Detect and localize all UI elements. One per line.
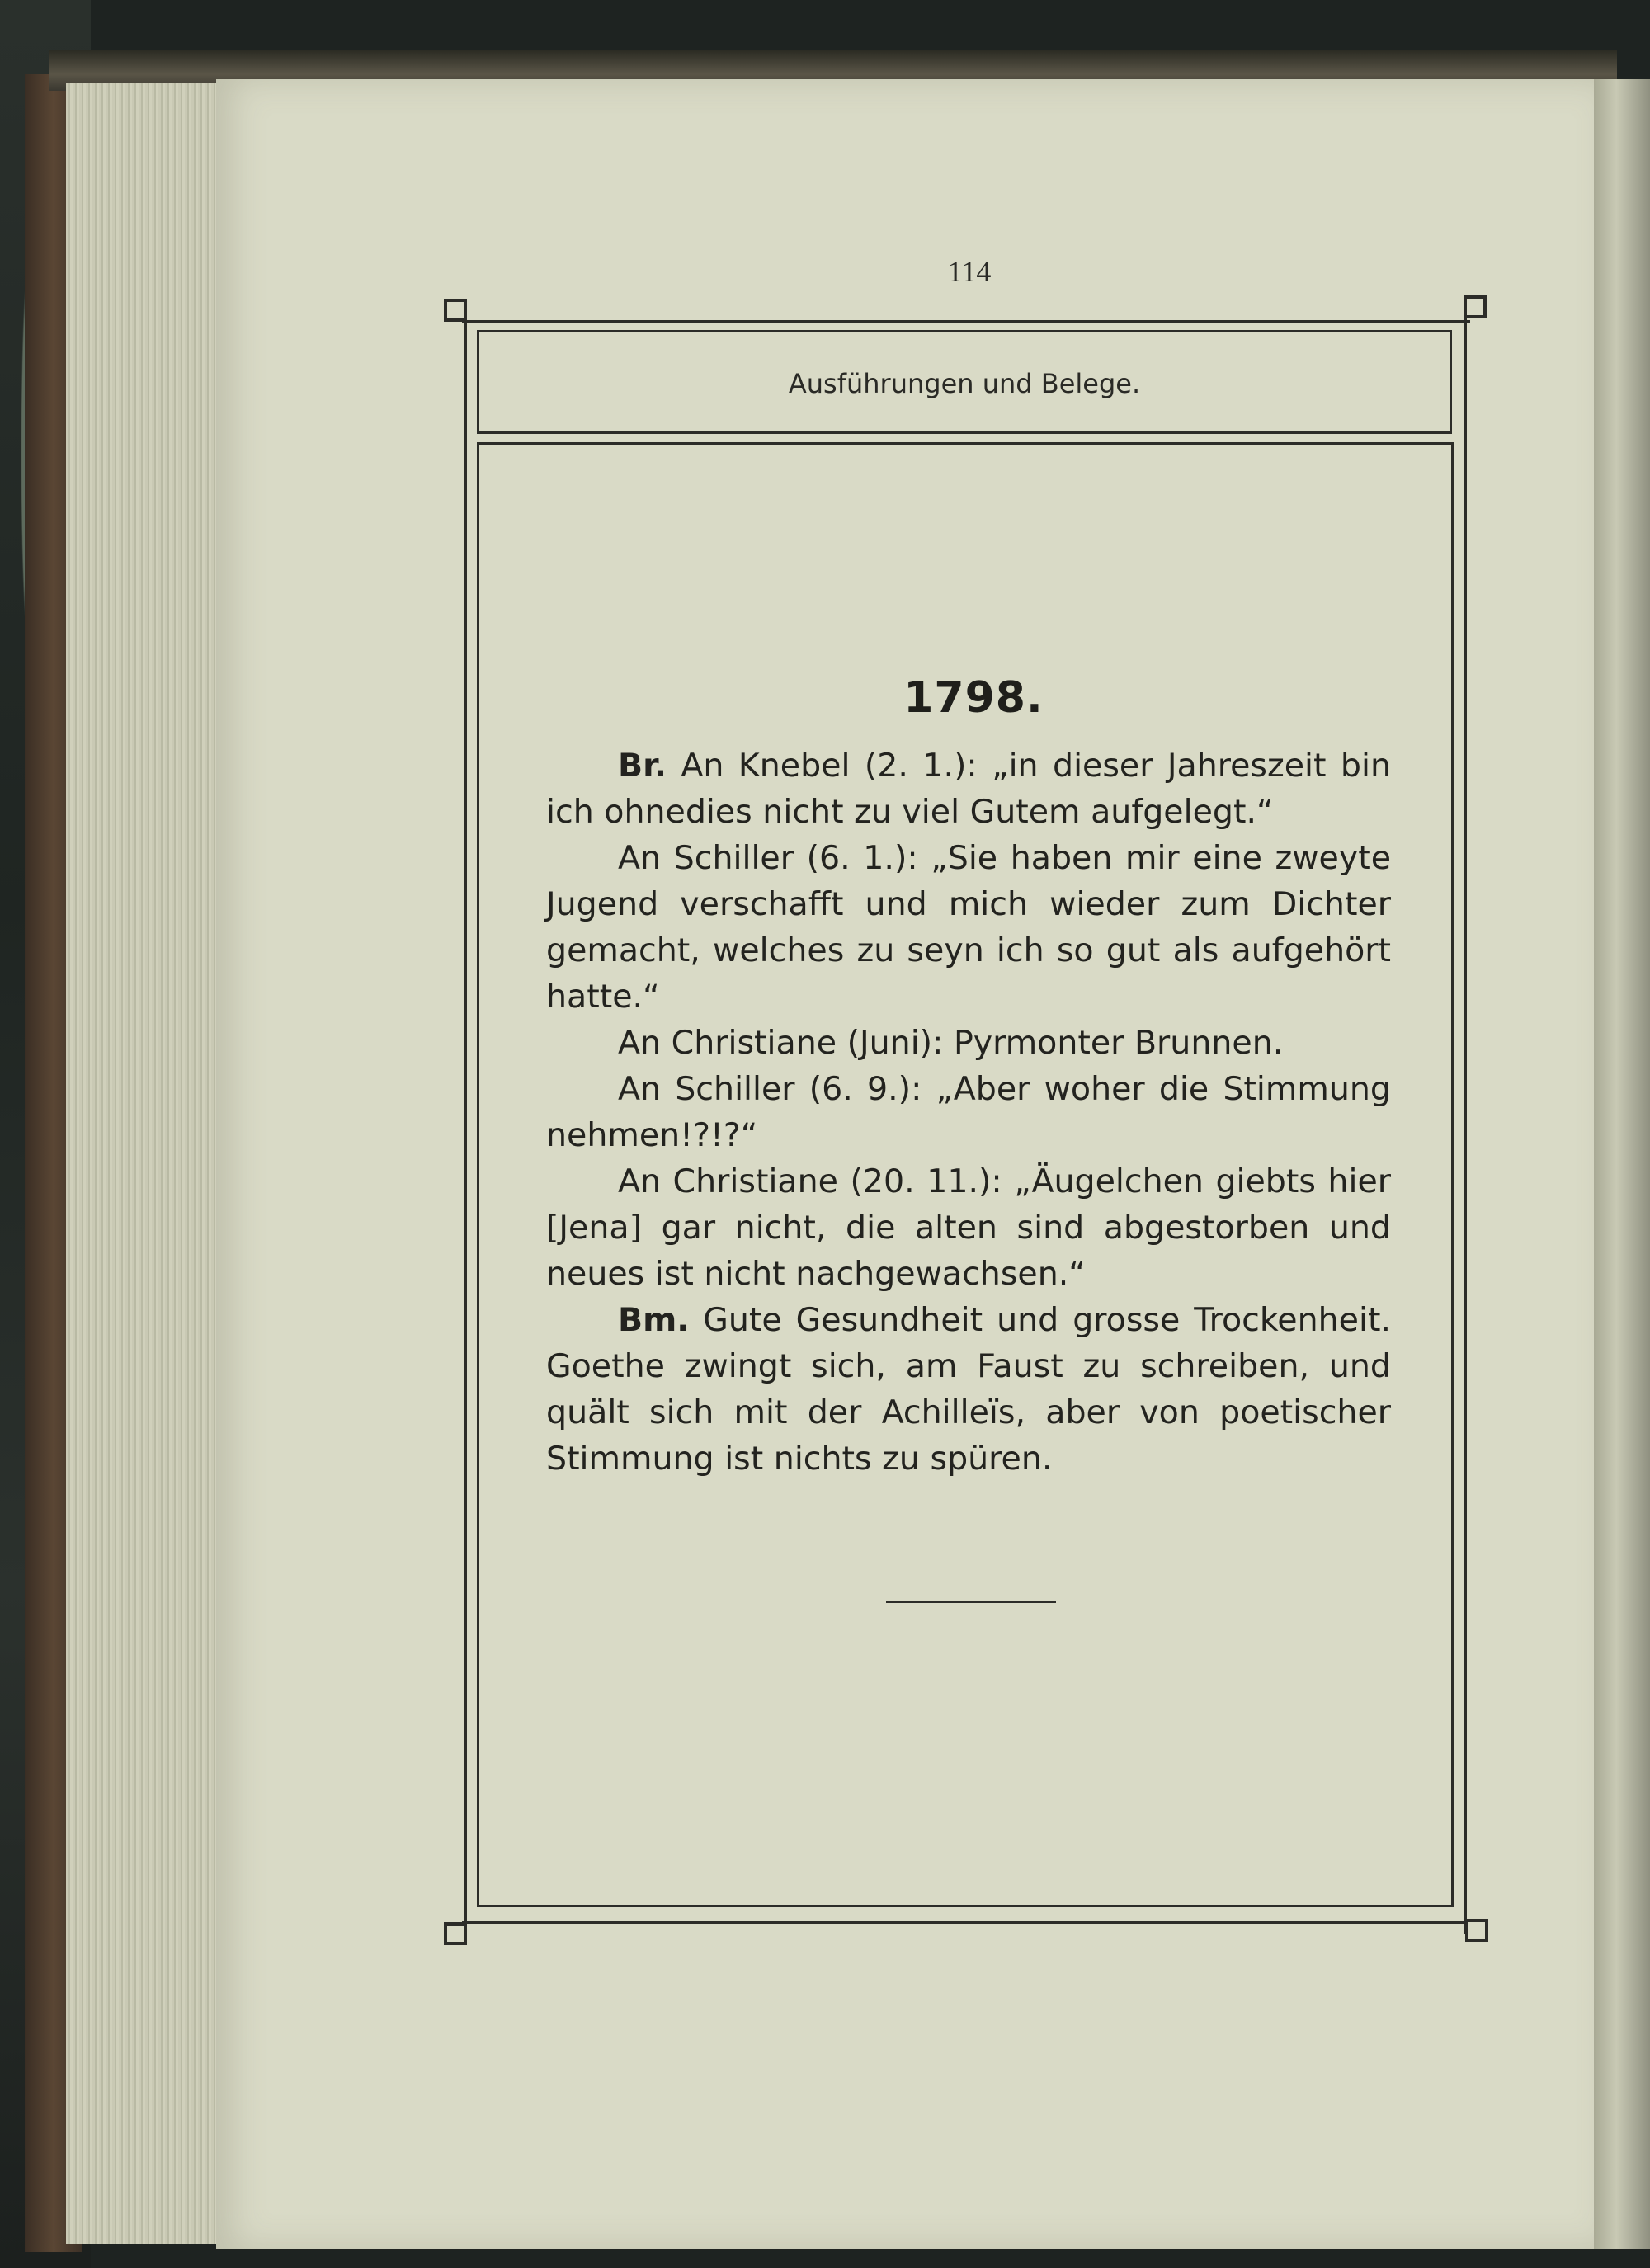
entry-paragraph <box>546 743 1391 835</box>
section-divider <box>886 1601 1056 1603</box>
facing-page-edge <box>1594 79 1650 2249</box>
entry-paragraph <box>546 835 1391 1020</box>
entry-text: An Christiane (Juni): Pyrmonter Brunnen. <box>618 1024 1284 1062</box>
entry-text: An Christiane (20. 11.): „Äugelchen giebts hier [Jena] gar nicht, die alten sind abgestorben und neues ist nicht nachgewachsen.“ <box>546 1162 1391 1293</box>
entry-text: An Schiller (6. 1.): „Sie haben mir eine zweyte Jugend verschafft und mich wieder zum Dichter gemacht, welches zu seyn ich so gut als aufgehört hatte.“ <box>546 839 1391 1016</box>
frame-right-line <box>1464 310 1467 1934</box>
entry-paragraph <box>546 1158 1391 1297</box>
frame-bottom-line <box>462 1921 1470 1924</box>
entry-text: An Schiller (6. 9.): „Aber woher die Stimmung nehmen!?!?“ <box>546 1070 1391 1154</box>
section-year: 1798. <box>903 673 1044 723</box>
frame-corner-bottom-left <box>444 1922 467 1945</box>
entry-lead: Bm. <box>618 1301 690 1339</box>
entry-lead: Br. <box>618 747 667 785</box>
frame-corner-top-left <box>444 299 467 322</box>
body-text <box>546 743 1391 1482</box>
page-block-edges <box>66 83 231 2244</box>
frame-corner-bottom-right <box>1465 1919 1488 1942</box>
running-header: Ausführungen und Belege. <box>788 368 1141 399</box>
entry-text: Gute Gesundheit und grosse Trockenheit. Goethe zwingt sich, am Faust zu schreiben, und quält sich mit der Achilleïs, aber von poetischer Stimmung ist nichts zu spüren. <box>546 1301 1391 1478</box>
entry-paragraph <box>546 1297 1391 1482</box>
entry-text: An Knebel (2. 1.): „in dieser Jahreszeit bin ich ohnedies nicht zu viel Gutem aufgelegt.“ <box>546 747 1391 831</box>
page-number: 114 <box>947 255 992 288</box>
frame-corner-top-right <box>1464 295 1487 318</box>
frame-top-line <box>462 320 1470 323</box>
entry-paragraph <box>546 1020 1391 1066</box>
frame-left-line <box>464 310 467 1934</box>
entry-paragraph <box>546 1066 1391 1158</box>
